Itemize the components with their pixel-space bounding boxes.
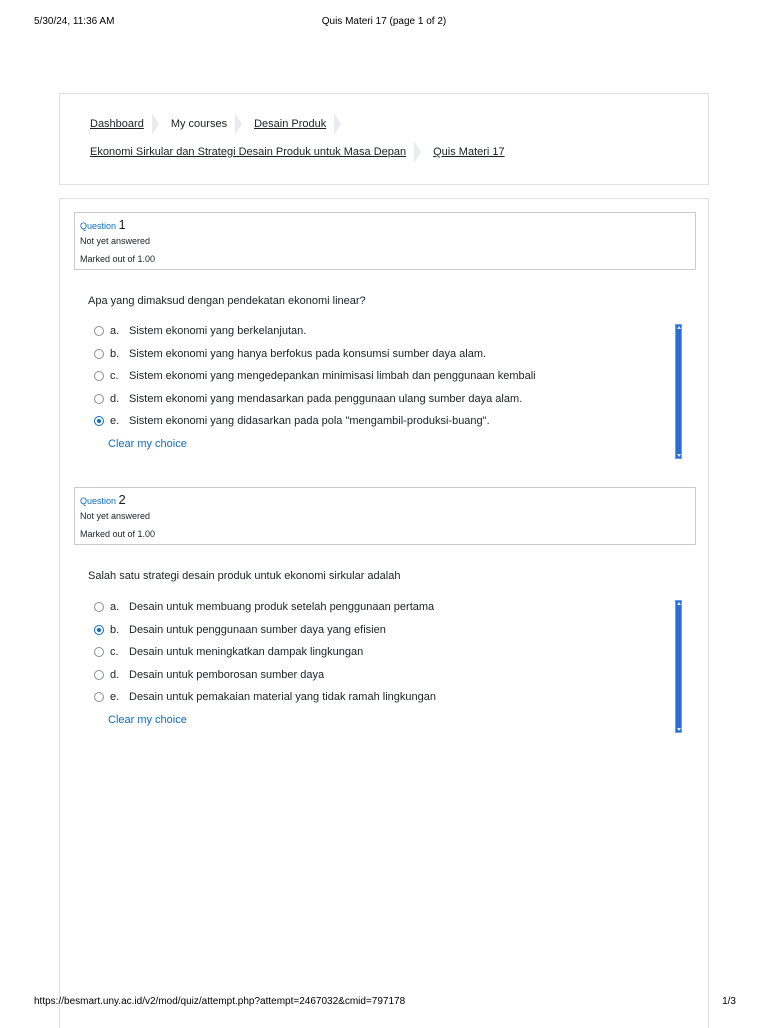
scroll-up-icon[interactable] [677,326,681,329]
answer-text: Desain untuk penggunaan sumber daya yang efisien [129,623,386,636]
answer-scrollbar[interactable] [675,600,682,733]
print-url: https://besmart.uny.ac.id/v2/mod/quiz/attempt.php?attempt=2467032&cmid=797178 [34,996,406,1007]
answer-option-c[interactable] [94,641,654,664]
radio-button[interactable] [94,349,104,359]
answer-text: Desain untuk pemborosan sumber daya [129,668,325,681]
breadcrumb-dashboard[interactable]: Dashboard [90,118,144,130]
answer-list [94,320,654,433]
radio-button[interactable] [94,326,104,336]
question-info [74,212,696,270]
print-date: 5/30/24, 11:36 AM [34,16,115,27]
question-text: Apa yang dimaksud dengan pendekatan ekonomi linear? [88,295,366,307]
scroll-up-icon[interactable] [677,602,681,605]
radio-button[interactable] [94,692,104,702]
question-grade: Marked out of 1.00 [80,529,156,539]
breadcrumb-separator-icon [414,141,421,163]
breadcrumb-separator-icon [235,113,242,135]
answer-text: Sistem ekonomi yang mengedepankan minimisasi limbah dan penggunaan kembali [129,370,536,383]
print-title: Quis Materi 17 (page 1 of 2) [321,16,447,27]
answer-letter: c. [110,370,119,383]
answer-text: Sistem ekonomi yang hanya berfokus pada konsumsi sumber daya alam. [129,347,487,360]
question-number-value: 2 [118,492,126,507]
answer-list [94,596,654,709]
answer-letter: a. [110,325,120,338]
breadcrumb-separator-icon [152,113,159,135]
radio-button-selected[interactable] [94,625,104,635]
question-text: Salah satu strategi desain produk untuk ekonomi sirkular adalah [88,570,401,582]
breadcrumb-my-courses[interactable]: My courses [170,118,228,130]
radio-button-selected[interactable] [94,416,104,426]
answer-option-c[interactable] [94,365,654,388]
breadcrumb-quiz[interactable]: Quis Materi 17 [433,146,505,158]
radio-button[interactable] [94,371,104,381]
quiz-content [59,198,709,1028]
answer-letter: d. [110,668,120,681]
answer-text: Sistem ekonomi yang didasarkan pada pola "mengambil-produksi-buang". [129,415,490,428]
answer-letter: e. [110,415,120,428]
radio-button[interactable] [94,602,104,612]
breadcrumb-row [90,142,505,162]
breadcrumb [59,93,709,185]
answer-text: Sistem ekonomi yang berkelanjutan. [129,325,307,338]
answer-scrollbar[interactable] [675,324,682,459]
answer-letter: e. [110,691,120,704]
answer-letter: d. [110,392,120,405]
answer-option-a[interactable] [94,596,654,619]
breadcrumb-course[interactable]: Desain Produk [254,118,327,130]
question-state: Not yet answered [80,511,151,521]
answer-letter: b. [110,347,120,360]
answer-letter: c. [110,646,119,659]
breadcrumb-row [90,114,353,134]
scroll-down-icon[interactable] [677,728,681,731]
clear-my-choice-link[interactable]: Clear my choice [108,438,187,450]
question-state: Not yet answered [80,236,151,246]
answer-option-d[interactable] [94,388,654,411]
answer-option-e[interactable] [94,410,654,433]
breadcrumb-section[interactable]: Ekonomi Sirkular dan Strategi Desain Produk untuk Masa Depan [90,146,407,158]
print-page-number: 1/3 [722,996,736,1007]
question-label: Question [80,496,117,506]
question-number-value: 1 [118,217,126,232]
answer-option-b[interactable] [94,619,654,642]
question-label: Question [80,221,117,231]
question-grade: Marked out of 1.00 [80,254,156,264]
answer-letter: b. [110,623,120,636]
answer-letter: a. [110,601,120,614]
question-info [74,487,696,545]
answer-text: Desain untuk pemakaian material yang tidak ramah lingkungan [129,691,436,704]
question-number [80,492,126,507]
radio-button[interactable] [94,670,104,680]
answer-text: Desain untuk meningkatkan dampak lingkungan [129,646,364,659]
answer-option-e[interactable] [94,686,654,709]
answer-text: Desain untuk membuang produk setelah penggunaan pertama [129,601,435,614]
answer-option-a[interactable] [94,320,654,343]
scroll-down-icon[interactable] [677,454,681,457]
answer-option-d[interactable] [94,664,654,687]
clear-my-choice-link[interactable]: Clear my choice [108,714,187,726]
radio-button[interactable] [94,394,104,404]
answer-text: Sistem ekonomi yang mendasarkan pada penggunaan ulang sumber daya alam. [129,392,523,405]
radio-button[interactable] [94,647,104,657]
answer-option-b[interactable] [94,343,654,366]
breadcrumb-separator-icon [334,113,341,135]
question-number [80,217,126,232]
